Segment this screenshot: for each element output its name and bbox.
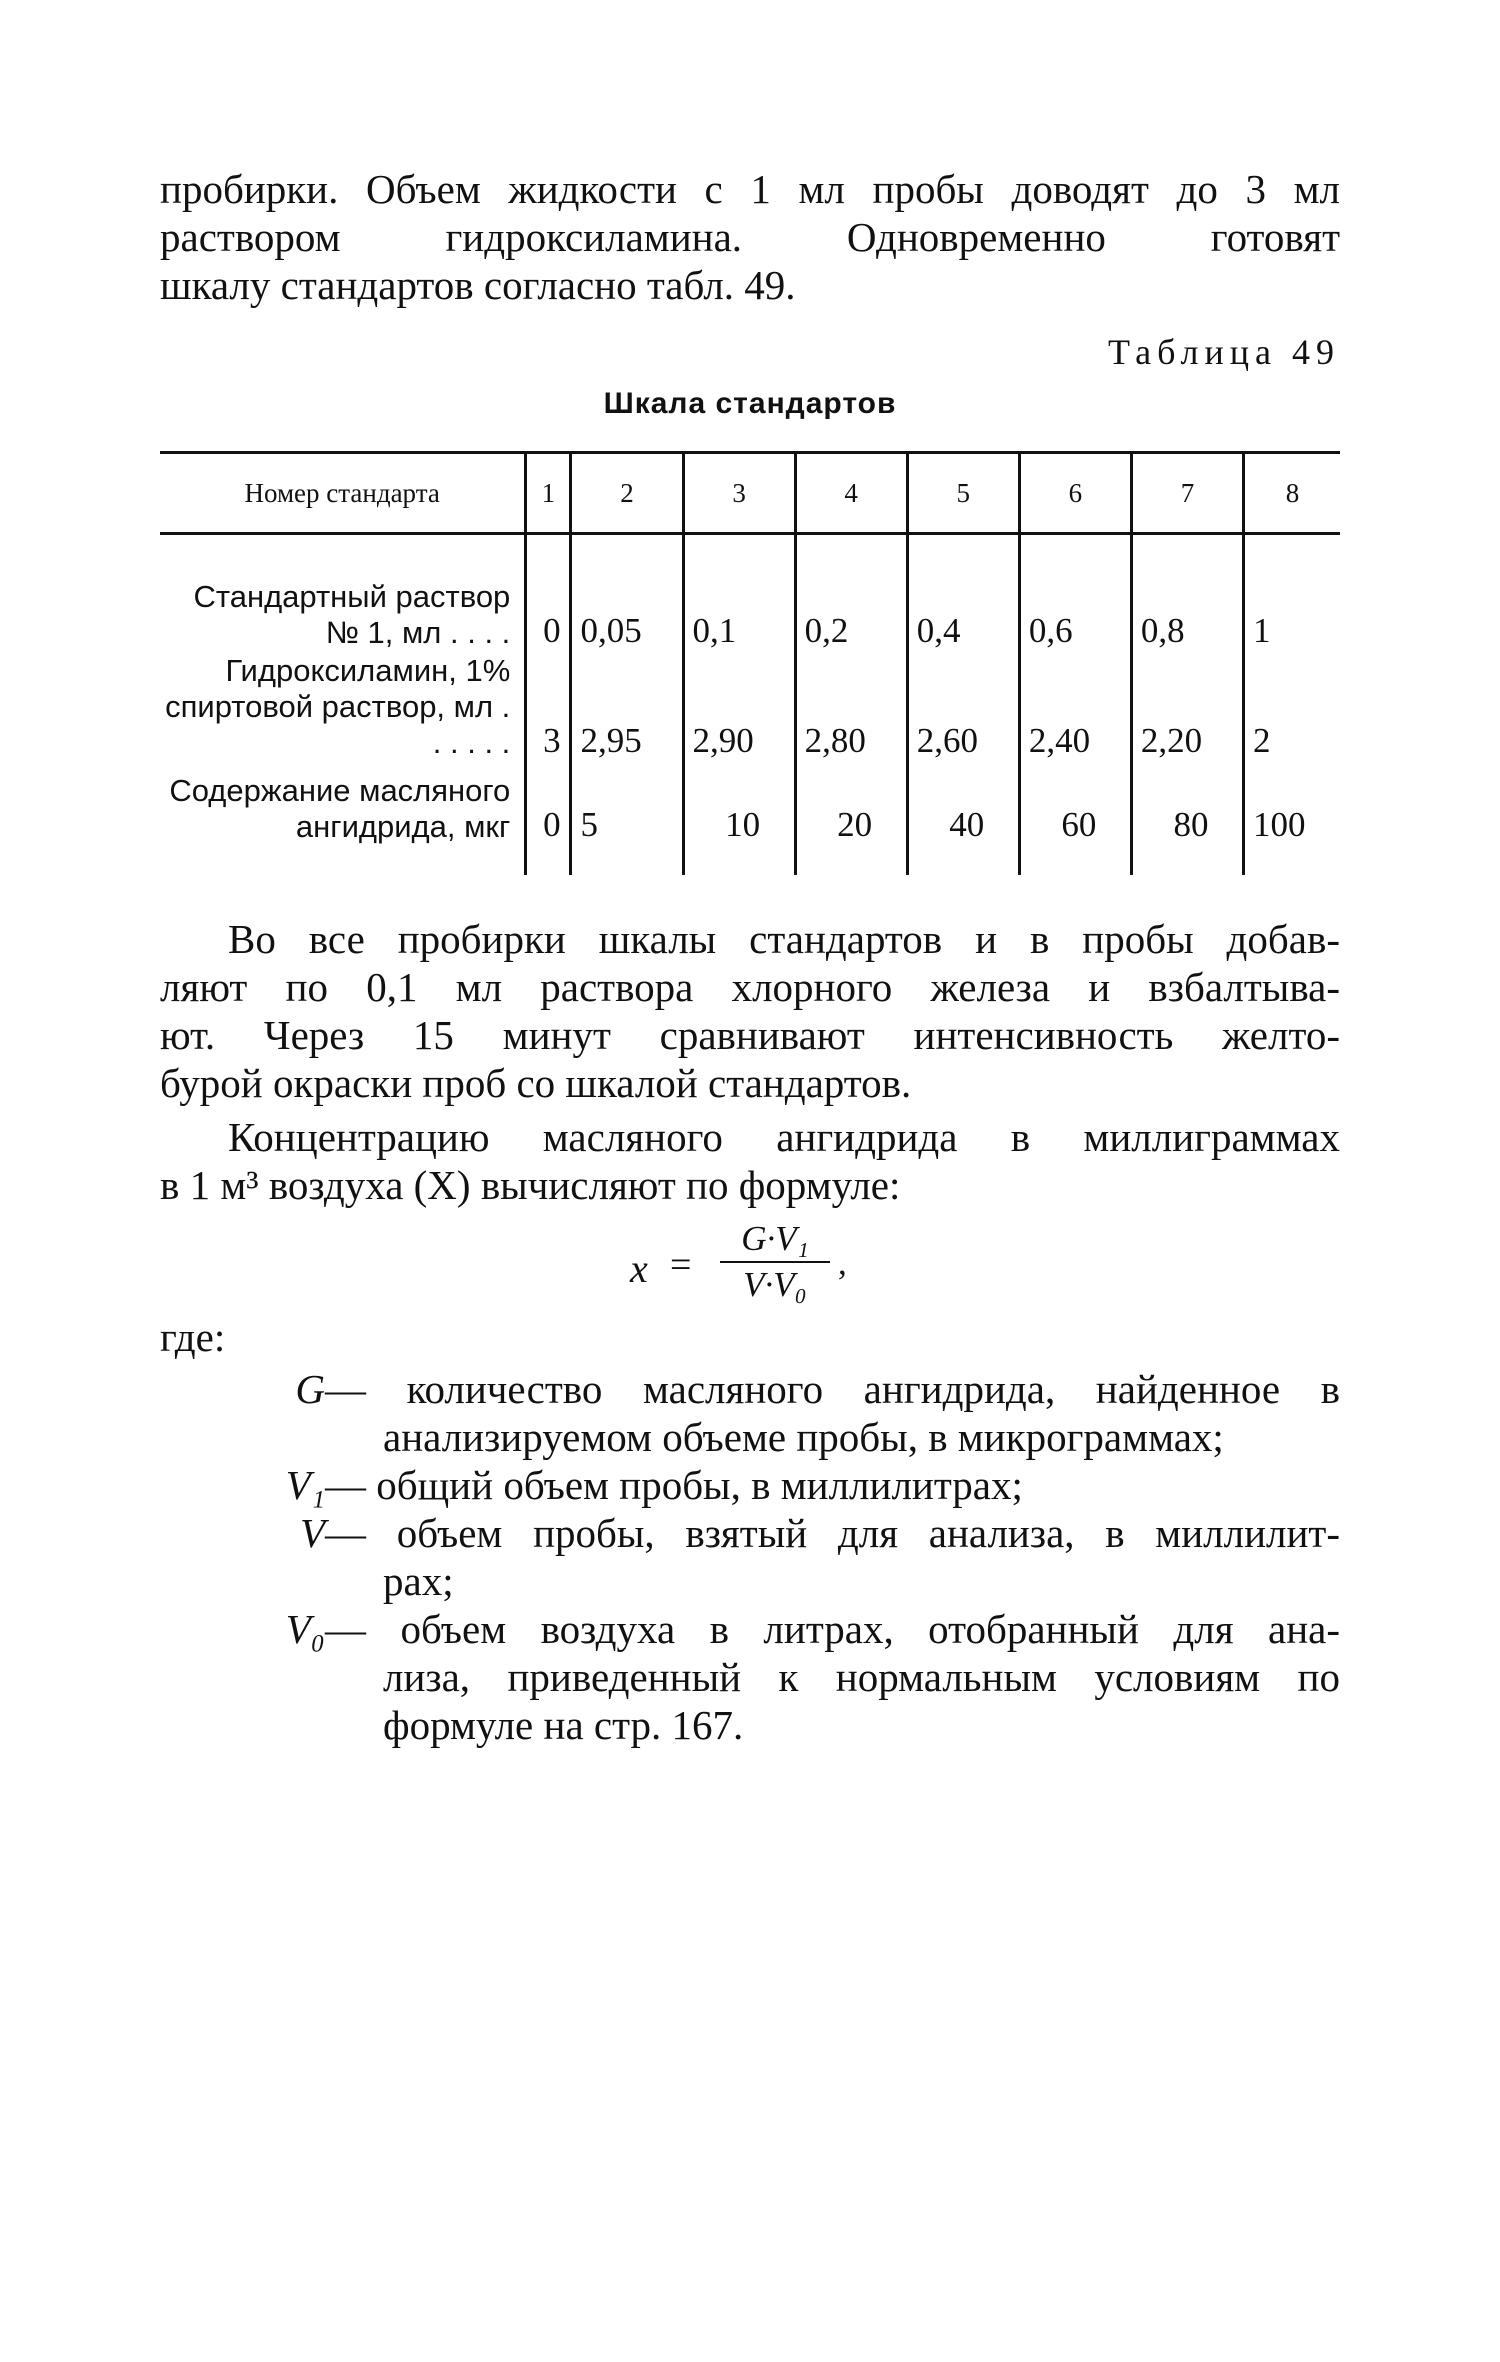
row-label: Стандартный раствор № 1, мл . . . .: [193, 579, 511, 650]
table-cell: 0,8: [1131, 534, 1243, 653]
text-line: шкалу стандартов согласно табл. 49.: [160, 262, 796, 308]
definition-symbol: V₀: [285, 1606, 325, 1652]
fraction-bar: [720, 1261, 830, 1263]
table-cell: 0,2: [795, 534, 907, 653]
header-label: Номер стандарта: [160, 453, 526, 534]
table-row: [160, 534, 1340, 653]
table-cell: 20: [795, 762, 907, 875]
definition-text: [325, 1461, 1340, 1509]
definition-item: [160, 1365, 1340, 1461]
where-label: где:: [160, 1314, 226, 1360]
text-line: — объем воздуха в литрах, отобранный для ана-: [325, 1606, 1340, 1652]
table-cell: 2,20: [1131, 652, 1243, 762]
column-header: 6: [1019, 453, 1131, 534]
text-line: пробирки. Объем жидкости с 1 мл пробы доводят до 3 мл: [160, 166, 1340, 212]
formula-denominator: V·V₀: [743, 1265, 807, 1304]
text-line: — общий объем пробы, в миллилитрах;: [325, 1462, 1023, 1508]
definition-item: [160, 1461, 1340, 1509]
text-line: ют. Через 15 минут сравнивают интенсивность желто-: [160, 1012, 1340, 1058]
table-cell: 1: [1244, 534, 1341, 653]
definition-symbol: V: [299, 1510, 325, 1556]
table-cell: 10: [683, 762, 795, 875]
table-cell: 2,40: [1019, 652, 1131, 762]
table-row: [160, 652, 1340, 762]
definition-text: [325, 1509, 1340, 1605]
table-cell: 2,95: [571, 652, 683, 762]
formula-numerator: G·V₁: [741, 1219, 809, 1258]
definition-symbol: G: [295, 1366, 325, 1412]
table-cell: 0,1: [683, 534, 795, 653]
paragraph-concentration: [160, 1113, 1340, 1209]
column-header: 7: [1131, 453, 1243, 534]
intro-paragraph: [160, 165, 1340, 309]
table-cell: 100: [1244, 762, 1341, 875]
formula-comma: ,: [838, 1243, 847, 1282]
text-line: рах;: [383, 1558, 454, 1604]
text-line: — количество масляного ангидрида, найденное в: [325, 1366, 1340, 1412]
formula-lhs: x: [630, 1246, 648, 1291]
text-line: лиза, приведенный к нормальным условиям по: [383, 1654, 1340, 1700]
column-header: 2: [571, 453, 683, 534]
table-cell: 80: [1131, 762, 1243, 875]
table-cell: 0,4: [907, 534, 1019, 653]
table-header-row: [160, 453, 1340, 534]
column-header: 1: [526, 453, 571, 534]
table-cell: 0: [526, 534, 571, 653]
column-header: 8: [1244, 453, 1341, 534]
text-line: — объем пробы, взятый для анализа, в миллилит-: [325, 1510, 1340, 1556]
table-cell: 0,6: [1019, 534, 1131, 653]
standards-table: [160, 451, 1340, 875]
text-line: раствором гидроксиламина. Одновременно готовят: [160, 214, 1340, 260]
definition-item: [160, 1605, 1340, 1749]
table-cell: 2,90: [683, 652, 795, 762]
row-label: Гидроксиламин, 1% спиртовой раствор, мл . . . . . .: [165, 653, 511, 760]
table-cell: 2,80: [795, 652, 907, 762]
definition-item: [160, 1509, 1340, 1605]
column-header: 5: [907, 453, 1019, 534]
formula-equals: =: [670, 1244, 692, 1286]
text-line: в 1 м³ воздуха (X) вычисляют по формуле:: [160, 1162, 901, 1208]
page: [160, 165, 1340, 1749]
text-line: Во все пробирки шкалы стандартов и в пробы добав-: [228, 916, 1340, 962]
table-cell: 3: [526, 652, 571, 762]
paragraph-reagents: [160, 915, 1340, 1107]
definition-text: [325, 1365, 1340, 1461]
text-line: ляют по 0,1 мл раствора хлорного железа и взбалтыва-: [160, 964, 1340, 1010]
table-cell: 5: [571, 762, 683, 875]
table-cell: 2,60: [907, 652, 1019, 762]
column-header: 3: [683, 453, 795, 534]
definition-symbol: V₁: [285, 1462, 325, 1508]
definitions-list: [160, 1365, 1340, 1749]
table-cell: 0,05: [571, 534, 683, 653]
text-line: формуле на стр. 167.: [383, 1702, 744, 1748]
row-label: Содержание масляного ангидрида, мкг: [169, 773, 511, 844]
text-line: анализируемом объеме пробы, в микрограммах;: [383, 1414, 1224, 1460]
table-cell: 0: [526, 762, 571, 875]
table-cell: 60: [1019, 762, 1131, 875]
table-row: [160, 762, 1340, 875]
table-cell: 40: [907, 762, 1019, 875]
text-line: бурой окраски проб со шкалой стандартов.: [160, 1060, 912, 1106]
table-title: Шкала стандартов: [603, 387, 897, 420]
formula: [160, 1219, 1340, 1309]
table-number: Таблица 49: [1108, 332, 1340, 372]
text-line: Концентрацию масляного ангидрида в миллиграммах: [228, 1114, 1340, 1160]
definition-text: [325, 1605, 1340, 1749]
table-cell: 2: [1244, 652, 1341, 762]
column-header: 4: [795, 453, 907, 534]
